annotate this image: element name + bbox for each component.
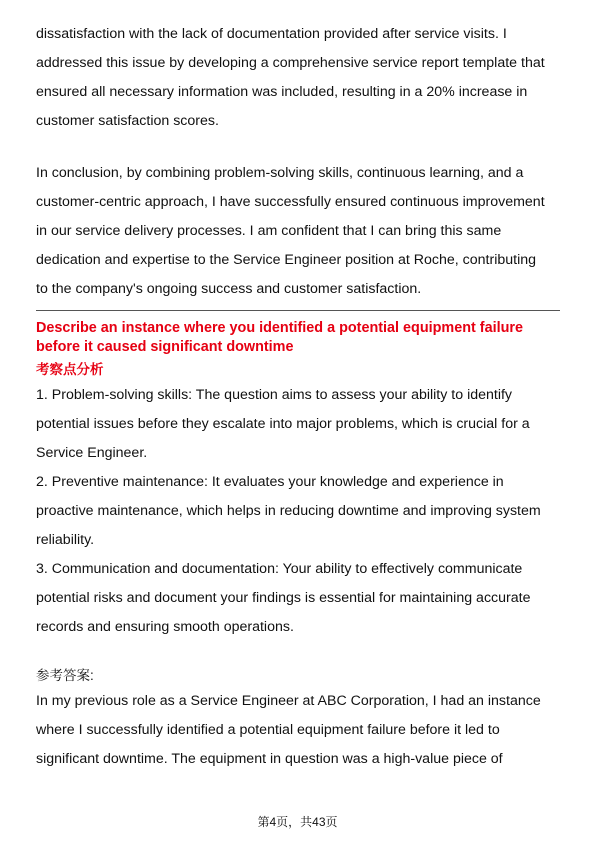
text-line: 2. Preventive maintenance: It evaluates your knowledge and experience in bbox=[36, 474, 504, 490]
page-footer: 第4页，共43页 bbox=[257, 815, 338, 829]
text-line: significant downtime. The equipment in question was a high-value piece of bbox=[36, 751, 503, 767]
text-line: potential issues before they escalate into major problems, which is crucial for a bbox=[36, 416, 530, 432]
question-line: Describe an instance where you identified a potential equipment failure bbox=[36, 320, 523, 336]
text-line: dedication and expertise to the Service Engineer position at Roche, contributing bbox=[36, 252, 537, 268]
text-line: addressed this issue by developing a comprehensive service report template that bbox=[36, 55, 545, 71]
paragraph-spacer bbox=[36, 642, 560, 665]
text-line: to the company's ongoing success and customer satisfaction. bbox=[36, 281, 422, 297]
conclusion-paragraph bbox=[36, 159, 560, 304]
text-line: 1. Problem-solving skills: The question aims to assess your ability to identify bbox=[36, 387, 513, 403]
answer-heading: 参考答案: bbox=[36, 668, 94, 683]
section-divider bbox=[36, 310, 560, 311]
page-content bbox=[36, 20, 560, 774]
text-line: where I successfully identified a potential equipment failure before it led to bbox=[36, 722, 500, 738]
text-line: proactive maintenance, which helps in reducing downtime and improving system bbox=[36, 503, 541, 519]
answer-paragraph bbox=[36, 687, 560, 774]
text-line: In conclusion, by combining problem-solving skills, continuous learning, and a bbox=[36, 165, 524, 181]
text-line: reliability. bbox=[36, 532, 95, 548]
analysis-points bbox=[36, 381, 560, 642]
question-line: before it caused significant downtime bbox=[36, 339, 294, 355]
intro-paragraph bbox=[36, 20, 560, 136]
paragraph-spacer bbox=[36, 136, 560, 159]
analysis-heading: 考察点分析 bbox=[36, 362, 104, 377]
text-line: In my previous role as a Service Engineer at ABC Corporation, I had an instance bbox=[36, 693, 541, 709]
text-line: in our service delivery processes. I am confident that I can bring this same bbox=[36, 223, 502, 239]
text-line: 3. Communication and documentation: Your ability to effectively communicate bbox=[36, 561, 523, 577]
text-line: Service Engineer. bbox=[36, 445, 148, 461]
text-line: records and ensuring smooth operations. bbox=[36, 619, 294, 635]
text-line: potential risks and document your findings is essential for maintaining accurate bbox=[36, 590, 531, 606]
text-line: dissatisfaction with the lack of documentation provided after service visits. I bbox=[36, 26, 507, 42]
text-line: ensured all necessary information was included, resulting in a 20% increase in bbox=[36, 84, 528, 100]
text-line: customer-centric approach, I have successfully ensured continuous improvement bbox=[36, 194, 545, 210]
text-line: customer satisfaction scores. bbox=[36, 113, 219, 129]
question-title bbox=[36, 319, 560, 357]
